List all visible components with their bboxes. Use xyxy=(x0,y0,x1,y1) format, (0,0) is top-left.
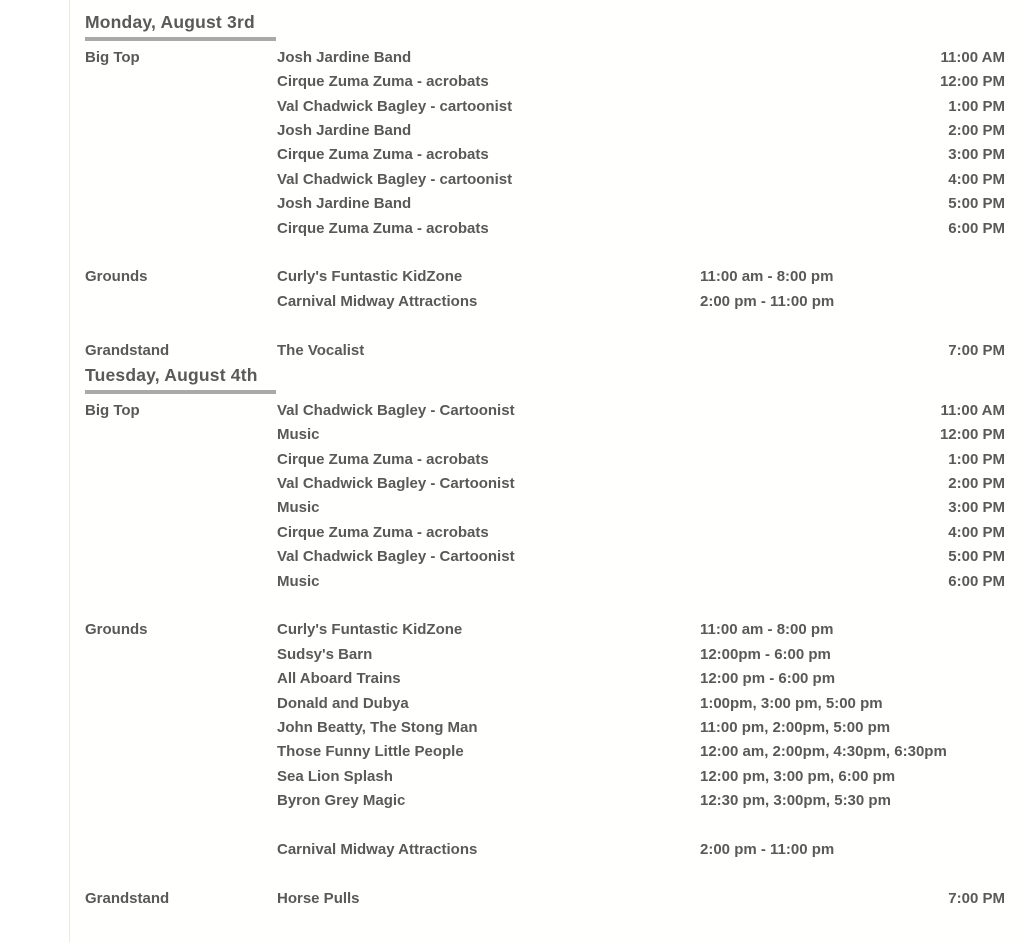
schedule-row xyxy=(85,192,1005,216)
event-name: Music xyxy=(277,499,320,517)
event-time-range: 12:00 pm - 6:00 pm xyxy=(700,670,836,688)
venue-group xyxy=(85,265,1005,314)
venue-label: Grandstand xyxy=(85,341,170,359)
event-name: John Beatty, The Stong Man xyxy=(277,718,478,736)
event-name: Cirque Zuma Zuma - acrobats xyxy=(277,450,489,468)
event-name: Val Chadwick Bagley - Cartoonist xyxy=(277,548,515,566)
schedule-days xyxy=(85,12,1005,911)
event-time: 5:00 PM xyxy=(948,195,1005,213)
schedule-row xyxy=(85,472,1005,496)
event-time: 11:00 AM xyxy=(940,48,1005,66)
event-times xyxy=(700,217,1005,241)
event-times xyxy=(700,339,1005,363)
event-name: Val Chadwick Bagley - Cartoonist xyxy=(277,401,515,419)
event-name: Horse Pulls xyxy=(277,889,360,907)
schedule-row xyxy=(85,887,1005,911)
venue-label: Big Top xyxy=(85,48,140,66)
schedule-row xyxy=(85,570,1005,594)
venue-group xyxy=(85,399,1005,594)
event-time: 11:00 AM xyxy=(940,401,1005,419)
schedule-row xyxy=(85,765,1005,789)
event-times xyxy=(700,70,1005,94)
schedule-row xyxy=(85,168,1005,192)
schedule-row xyxy=(85,265,1005,289)
event-time: 1:00 PM xyxy=(948,97,1005,115)
event-time-range: 12:00pm - 6:00 pm xyxy=(700,645,831,663)
event-time: 4:00 PM xyxy=(948,523,1005,541)
event-time: 2:00 PM xyxy=(948,122,1005,140)
schedule-row xyxy=(85,46,1005,70)
event-time: 6:00 PM xyxy=(948,572,1005,590)
event-time-range: 1:00pm, 3:00 pm, 5:00 pm xyxy=(700,694,883,712)
event-time: 3:00 PM xyxy=(948,499,1005,517)
day-title: Monday, August 3rd xyxy=(85,12,276,41)
event-name: Val Chadwick Bagley - Cartoonist xyxy=(277,475,515,492)
schedule-row xyxy=(85,740,1005,764)
schedule-row xyxy=(85,217,1005,241)
event-times xyxy=(700,618,1005,642)
event-name: Val Chadwick Bagley - cartoonist xyxy=(277,97,513,115)
schedule-row xyxy=(85,95,1005,119)
event-name: Sudsy's Barn xyxy=(277,645,373,663)
event-time-range: 12:30 pm, 3:00pm, 5:30 pm xyxy=(700,792,891,810)
event-times xyxy=(700,643,1005,667)
spacer-row xyxy=(85,813,1005,837)
schedule-row xyxy=(85,339,1005,363)
schedule-row xyxy=(85,143,1005,167)
venue-label: Grandstand xyxy=(85,889,170,907)
event-time: 5:00 PM xyxy=(948,548,1005,566)
event-name: Val Chadwick Bagley - cartoonist xyxy=(277,170,513,188)
event-times xyxy=(700,143,1005,167)
schedule-row xyxy=(85,545,1005,569)
event-name: Cirque Zuma Zuma - acrobats xyxy=(277,219,489,237)
event-time: 6:00 PM xyxy=(948,219,1005,237)
event-time-range: 2:00 pm - 11:00 pm xyxy=(700,840,835,858)
event-times xyxy=(700,765,1005,789)
day-section xyxy=(85,365,1005,911)
event-name: Curly's Funtastic KidZone xyxy=(277,621,463,639)
schedule-document xyxy=(70,0,1024,942)
event-times xyxy=(700,570,1005,594)
event-name: Sea Lion Splash xyxy=(277,767,393,785)
event-time-range: 11:00 am - 8:00 pm xyxy=(700,621,834,639)
event-name: Curly's Funtastic KidZone xyxy=(277,268,463,286)
event-time-range: 11:00 pm, 2:00pm, 5:00 pm xyxy=(700,718,891,736)
event-times xyxy=(700,168,1005,192)
event-times xyxy=(700,789,1005,813)
schedule-row xyxy=(85,667,1005,691)
event-times xyxy=(700,472,1005,496)
event-times xyxy=(700,46,1005,70)
event-name: Donald and Dubya xyxy=(277,694,409,712)
event-name: Those Funny Little People xyxy=(277,743,464,761)
schedule-row xyxy=(85,423,1005,447)
schedule-row xyxy=(85,618,1005,642)
event-time-range: 12:00 pm, 3:00 pm, 6:00 pm xyxy=(700,767,896,785)
event-time: 4:00 PM xyxy=(948,170,1005,188)
schedule-row xyxy=(85,716,1005,740)
event-name: The Vocalist xyxy=(277,341,365,359)
event-name: Cirque Zuma Zuma - acrobats xyxy=(277,73,489,91)
event-name: All Aboard Trains xyxy=(277,670,401,688)
event-time: 3:00 PM xyxy=(948,146,1005,164)
event-name: Josh Jardine Band xyxy=(277,195,412,213)
event-times xyxy=(700,95,1005,119)
event-times xyxy=(700,290,1005,314)
event-times xyxy=(700,692,1005,716)
schedule-row xyxy=(85,496,1005,520)
venue-group xyxy=(85,618,1005,862)
event-time-range: 11:00 am - 8:00 pm xyxy=(700,268,834,286)
event-times xyxy=(700,887,1005,911)
event-time: 12:00 PM xyxy=(939,73,1005,91)
event-times xyxy=(700,399,1005,423)
event-time: 1:00 PM xyxy=(948,450,1005,468)
event-times xyxy=(700,838,1005,862)
event-name: Cirque Zuma Zuma - acrobats xyxy=(277,146,489,164)
schedule-row xyxy=(85,692,1005,716)
event-times xyxy=(700,740,1005,764)
venue-group xyxy=(85,339,1005,363)
event-name: Cirque Zuma Zuma - acrobats xyxy=(277,523,489,541)
event-time-range: 12:00 am, 2:00pm, 4:30pm, 6:30pm xyxy=(700,743,947,761)
venue-label: Big Top xyxy=(85,401,140,419)
schedule-row xyxy=(85,70,1005,94)
event-name: Carnival Midway Attractions xyxy=(277,840,478,858)
event-times xyxy=(700,521,1005,545)
venue-label: Grounds xyxy=(85,621,148,639)
schedule-row xyxy=(85,119,1005,143)
schedule-row xyxy=(85,838,1005,862)
event-name: Music xyxy=(277,426,320,444)
schedule-row xyxy=(85,399,1005,423)
day-title: Tuesday, August 4th xyxy=(85,365,276,394)
event-time-range: 2:00 pm - 11:00 pm xyxy=(700,292,835,310)
event-times xyxy=(700,448,1005,472)
day-section xyxy=(85,12,1005,363)
event-name: Music xyxy=(277,572,320,590)
event-time: 7:00 PM xyxy=(948,889,1005,907)
schedule-row xyxy=(85,448,1005,472)
venue-group xyxy=(85,887,1005,911)
event-name: Josh Jardine Band xyxy=(277,122,412,140)
event-times xyxy=(700,667,1005,691)
event-time: 2:00 PM xyxy=(948,475,1005,492)
event-times xyxy=(700,716,1005,740)
event-times xyxy=(700,119,1005,143)
event-name: Josh Jardine Band xyxy=(277,48,412,66)
schedule-row xyxy=(85,290,1005,314)
schedule-row xyxy=(85,643,1005,667)
schedule-row xyxy=(85,789,1005,813)
event-times xyxy=(700,496,1005,520)
schedule-row xyxy=(85,521,1005,545)
venue-group xyxy=(85,46,1005,241)
event-time: 12:00 PM xyxy=(939,426,1005,444)
event-name: Byron Grey Magic xyxy=(277,792,406,810)
event-name: Carnival Midway Attractions xyxy=(277,292,478,310)
event-times xyxy=(700,265,1005,289)
event-time: 7:00 PM xyxy=(948,341,1005,359)
venue-label: Grounds xyxy=(85,268,148,286)
event-times xyxy=(700,423,1005,447)
event-times xyxy=(700,192,1005,216)
event-times xyxy=(700,545,1005,569)
